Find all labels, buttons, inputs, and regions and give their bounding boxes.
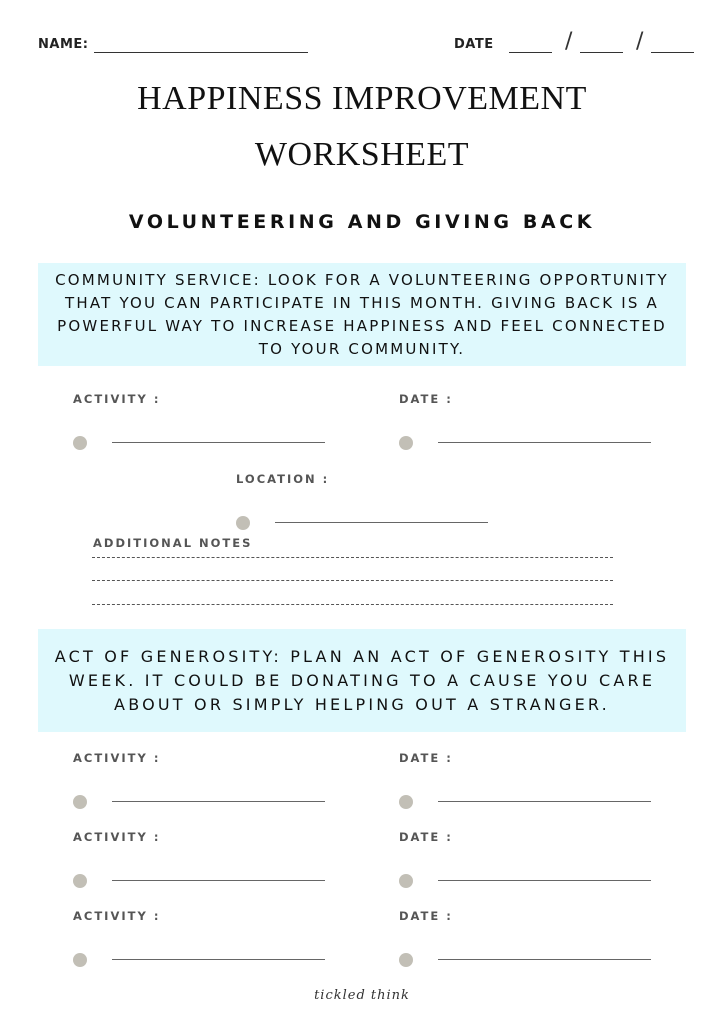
bullet-dot [399, 436, 413, 450]
date-separator: / [636, 29, 644, 54]
date-label: DATE : [399, 751, 453, 765]
date-month-line[interactable] [509, 52, 552, 53]
bullet-dot [399, 795, 413, 809]
generosity-box [38, 629, 686, 732]
page-title-line1: HAPPINESS IMPROVEMENT [137, 80, 587, 117]
generosity-text: ACT OF GENEROSITY: PLAN AN ACT OF GENEROSITY THIS WEEK. IT COULD BE DONATING TO A CAUSE YOU CARE ABOUT OR SIMPLY HELPING OUT A STRANGER. [54, 646, 670, 714]
notes-line[interactable] [92, 557, 613, 558]
date-label: DATE : [399, 909, 453, 923]
activity-input-line[interactable] [112, 880, 325, 881]
bullet-dot [73, 795, 87, 809]
bullet-dot [399, 953, 413, 967]
date-input-line[interactable] [438, 801, 651, 802]
page-title-line2: WORKSHEET [254, 136, 470, 173]
activity-label: ACTIVITY : [73, 909, 161, 923]
date-input-line[interactable] [438, 880, 651, 881]
name-label: NAME: [38, 37, 89, 52]
bullet-dot [73, 874, 87, 888]
date-input-line[interactable] [438, 959, 651, 960]
bullet-dot [73, 436, 87, 450]
bullet-dot [73, 953, 87, 967]
activity-input-line[interactable] [112, 959, 325, 960]
activity-label: ACTIVITY : [73, 392, 161, 406]
location-label: LOCATION : [236, 472, 330, 486]
bullet-dot [236, 516, 250, 530]
brand-logo: tickled think [314, 988, 410, 1003]
date-label: DATE : [399, 392, 453, 406]
activity-input-line[interactable] [112, 442, 325, 443]
notes-line[interactable] [92, 604, 613, 605]
activity-input-line[interactable] [112, 801, 325, 802]
activity-label: ACTIVITY : [73, 830, 161, 844]
date-separator: / [565, 29, 573, 54]
notes-line[interactable] [92, 580, 613, 581]
community-service-box [38, 263, 686, 366]
date-year-line[interactable] [651, 52, 694, 53]
community-service-text: COMMUNITY SERVICE: LOOK FOR A VOLUNTEERING OPPORTUNITY THAT YOU CAN PARTICIPATE IN THIS MONTH. GIVING BACK IS A POWERFUL WAY TO INCREASE HAPPINESS AND FEEL CONNECTED TO YOUR COMMUNITY. [55, 270, 669, 358]
activity-label: ACTIVITY : [73, 751, 161, 765]
additional-notes-label: ADDITIONAL NOTES [93, 536, 253, 550]
date-input-line[interactable] [438, 442, 651, 443]
bullet-dot [399, 874, 413, 888]
date-label: DATE : [399, 830, 453, 844]
name-input-line[interactable] [94, 52, 308, 53]
date-day-line[interactable] [580, 52, 623, 53]
section-subtitle: VOLUNTEERING AND GIVING BACK [128, 211, 596, 233]
date-label: DATE [454, 37, 494, 52]
location-input-line[interactable] [275, 522, 488, 523]
